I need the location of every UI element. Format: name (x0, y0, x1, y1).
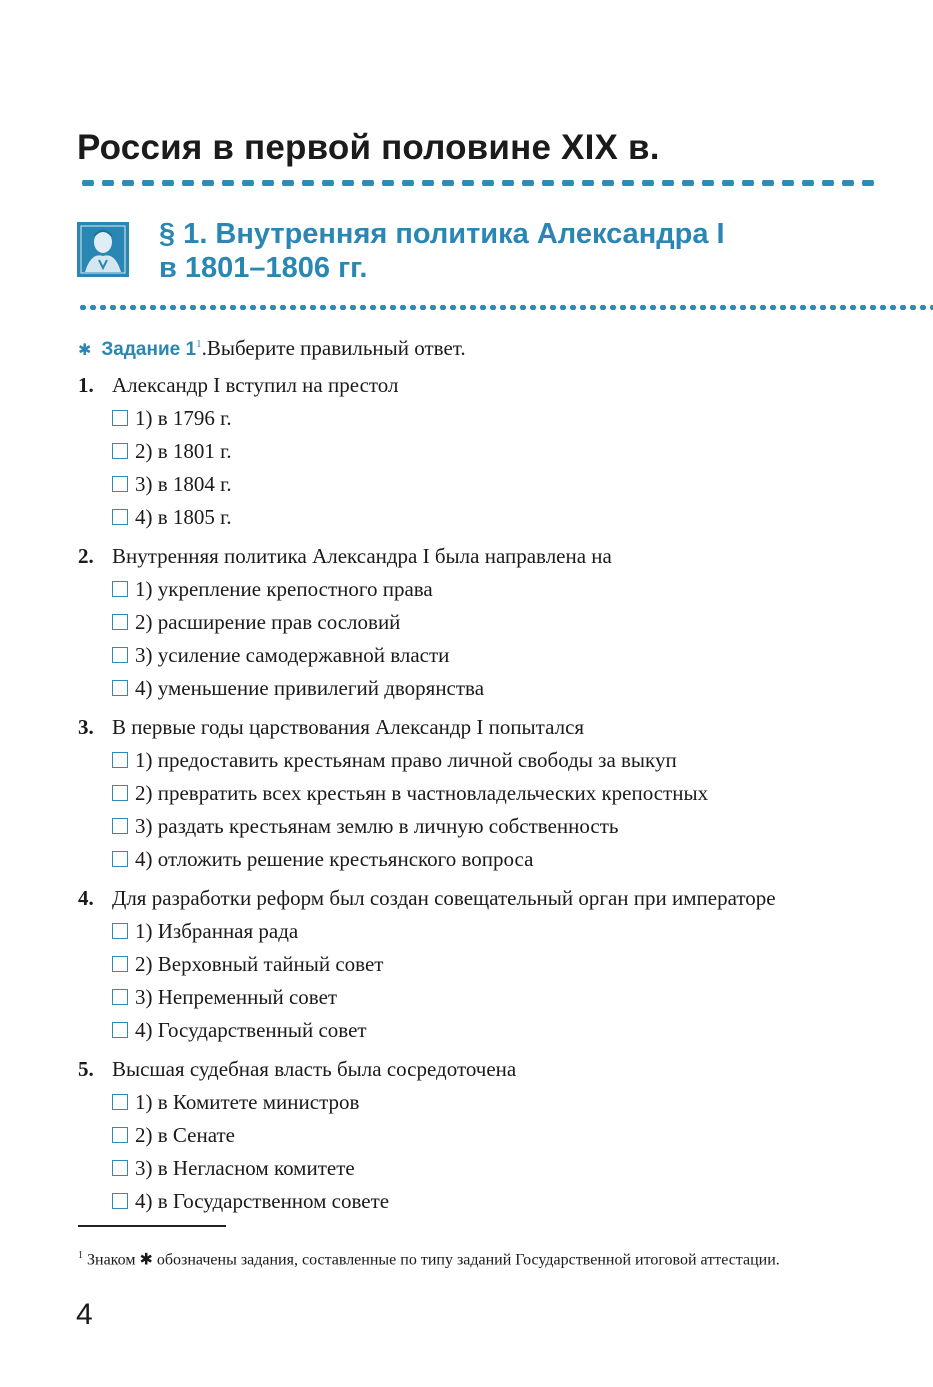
question-number: 4. (78, 886, 94, 910)
question-4 (78, 882, 918, 1047)
section-title-line2: в 1801–1806 гг. (159, 252, 368, 284)
checkbox[interactable] (112, 956, 128, 972)
question-text: В первые годы царствования Александр I попытался (112, 715, 585, 739)
question-1 (78, 369, 918, 534)
answer-option[interactable] (78, 606, 918, 639)
answer-option[interactable] (78, 810, 918, 843)
section-title-line1: § 1. Внутренняя политика Александра I (159, 218, 725, 250)
answer-option[interactable] (78, 981, 918, 1014)
answer-option[interactable] (78, 948, 918, 981)
answer-option[interactable] (78, 744, 918, 777)
footnote (78, 1240, 883, 1276)
option-label: 3) усиление самодержавной власти (135, 643, 450, 667)
question-text: Высшая судебная власть была сосредоточена (112, 1057, 517, 1081)
question-number: 1. (78, 373, 94, 397)
checkbox[interactable] (112, 581, 128, 597)
question-number: 2. (78, 544, 94, 568)
answer-option[interactable] (78, 843, 918, 876)
question-list (78, 369, 918, 1224)
question-number: 5. (78, 1057, 94, 1081)
footnote-mark: 1 (78, 1250, 83, 1261)
checkbox[interactable] (112, 818, 128, 834)
answer-option[interactable] (78, 1152, 918, 1185)
answer-option[interactable] (78, 501, 918, 534)
checkbox[interactable] (112, 1127, 128, 1143)
question-text: Александр I вступил на престол (112, 373, 399, 397)
checkbox[interactable] (112, 680, 128, 696)
option-label: 1) укрепление крепостного права (135, 577, 433, 601)
answer-option[interactable] (78, 915, 918, 948)
option-label: 1) в Комитете министров (135, 1090, 360, 1114)
option-label: 3) в Негласном комитете (135, 1156, 355, 1180)
checkbox[interactable] (112, 989, 128, 1005)
chapter-title: Россия в первой половине XIX в. (77, 128, 660, 167)
option-label: 1) Избранная рада (135, 919, 299, 943)
option-label: 1) предоставить крестьянам право личной свободы за выкуп (135, 748, 677, 772)
footnote-text: Знаком ✱ обозначены задания, составленные по типу заданий Государственной итоговой аттестации. (83, 1251, 780, 1269)
question-3 (78, 711, 918, 876)
page-number: 4 (76, 1298, 93, 1331)
checkbox[interactable] (112, 443, 128, 459)
task-instruction: .Выберите правильный ответ. (201, 336, 466, 360)
option-label: 3) Непременный совет (135, 985, 338, 1009)
answer-option[interactable] (78, 402, 918, 435)
option-label: 4) в 1805 г. (135, 505, 232, 529)
checkbox[interactable] (112, 410, 128, 426)
task-heading (78, 336, 466, 361)
answer-option[interactable] (78, 1086, 918, 1119)
answer-option[interactable] (78, 1185, 918, 1218)
option-label: 4) уменьшение привилегий дворянства (135, 676, 485, 700)
checkbox[interactable] (112, 614, 128, 630)
option-label: 3) в 1804 г. (135, 472, 232, 496)
dotted-divider-top (78, 180, 878, 186)
option-label: 4) в Государственном совете (135, 1189, 390, 1213)
answer-option[interactable] (78, 777, 918, 810)
option-label: 3) раздать крестьянам землю в личную собственность (135, 814, 619, 838)
answer-option[interactable] (78, 639, 918, 672)
option-label: 2) в 1801 г. (135, 439, 232, 463)
portrait-icon (77, 222, 129, 277)
question-5 (78, 1053, 918, 1218)
checkbox[interactable] (112, 1022, 128, 1038)
section-title (159, 217, 725, 285)
dotted-divider-bottom (78, 305, 933, 310)
checkbox[interactable] (112, 851, 128, 867)
question-text: Для разработки реформ был создан совещательный орган при императоре (112, 886, 776, 910)
answer-option[interactable] (78, 1014, 918, 1047)
option-label: 4) отложить решение крестьянского вопроса (135, 847, 534, 871)
checkbox[interactable] (112, 1094, 128, 1110)
option-label: 2) превратить всех крестьян в частновладельческих крепостных (135, 781, 709, 805)
checkbox[interactable] (112, 509, 128, 525)
checkbox[interactable] (112, 923, 128, 939)
option-label: 2) расширение прав сословий (135, 610, 401, 634)
option-label: 1) в 1796 г. (135, 406, 232, 430)
checkbox[interactable] (112, 785, 128, 801)
footnote-divider (78, 1225, 226, 1227)
answer-option[interactable] (78, 468, 918, 501)
option-label: 2) Верховный тайный совет (135, 952, 384, 976)
task-label: Задание 1 (101, 339, 197, 360)
option-label: 4) Государственный совет (135, 1018, 367, 1042)
checkbox[interactable] (112, 647, 128, 663)
question-2 (78, 540, 918, 705)
answer-option[interactable] (78, 573, 918, 606)
checkbox[interactable] (112, 752, 128, 768)
checkbox[interactable] (112, 1193, 128, 1209)
question-text: Внутренняя политика Александра I была направлена на (112, 544, 612, 568)
answer-option[interactable] (78, 1119, 918, 1152)
answer-option[interactable] (78, 435, 918, 468)
checkbox[interactable] (112, 476, 128, 492)
option-label: 2) в Сенате (135, 1123, 236, 1147)
asterisk-icon: ✱ (78, 342, 92, 359)
answer-option[interactable] (78, 672, 918, 705)
task-footnote-mark: 1 (196, 338, 202, 350)
checkbox[interactable] (112, 1160, 128, 1176)
question-number: 3. (78, 715, 94, 739)
